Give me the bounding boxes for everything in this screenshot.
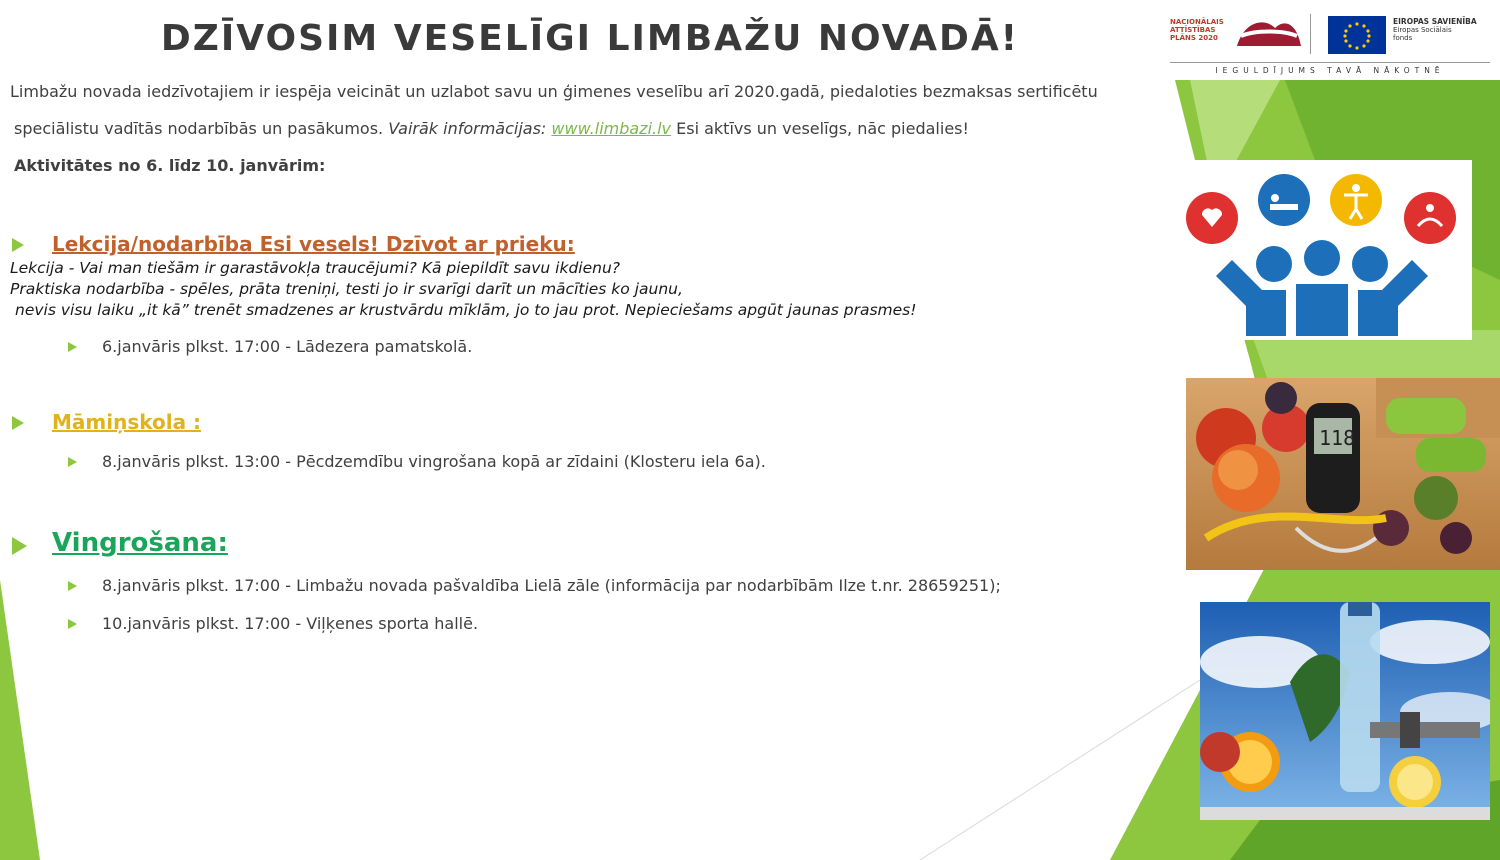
water-fruits-dumbbell-image (1200, 602, 1490, 820)
eu-logo-text (1393, 18, 1493, 42)
arrow-bullet-icon (12, 238, 24, 252)
section-heading-text: Vingrošana: (52, 528, 228, 558)
section-heading-text: Māmiņskola : (52, 410, 202, 434)
arrow-bullet-icon (68, 457, 77, 467)
section-heading-text: Lekcija/nodarbība Esi vesels! Dzīvot ar prieku: (52, 232, 575, 256)
lecture-description (10, 258, 916, 321)
activities-date-range: Aktivitātes no 6. līdz 10. janvārim: (14, 156, 326, 175)
arrow-bullet-icon (12, 537, 27, 555)
investment-slogan: IEGULDĪJUMS TAVĀ NĀKOTNĒ (1215, 66, 1445, 75)
health-icons-image (1172, 160, 1472, 340)
list-item-text: 8.janvāris plkst. 17:00 - Limbažu novada pašvaldība Lielā zāle (informācija par nodarbībām Ilze t.nr. 28659251); (102, 576, 1001, 595)
more-info-label: Vairāk informācijas: (388, 119, 547, 138)
call-to-action: Esi aktīvs un veselīgs, nāc piedalies! (676, 119, 969, 138)
eu-title: EIROPAS SAVIENĪBA (1393, 17, 1477, 26)
intro-line-2 (14, 119, 969, 138)
latvian-flag-icon (1235, 16, 1303, 52)
eu-flag-icon (1328, 16, 1386, 54)
description-line: Praktiska nodarbība - spēles, prāta treniņi, testi jo ir svarīgi darīt un mācīties ko jaunu, (10, 280, 683, 298)
page-title: DZĪVOSIM VESELĪGI LIMBAŽU NOVADĀ! (160, 18, 1020, 59)
funding-logos (1165, 10, 1495, 80)
list-item-text: 8.janvāris plkst. 13:00 - Pēcdzemdību vingrošana kopā ar zīdaini (Klosteru iela 6a). (102, 452, 766, 471)
arrow-bullet-icon (68, 581, 77, 591)
description-line: nevis visu laiku „it kā” trenēt smadzenes ar krustvārdu mīklām, jo to jau prot. Nepieciešams apgūt jaunas prasmes! (15, 301, 917, 319)
arrow-bullet-icon (12, 416, 24, 430)
website-link[interactable]: www.limbazi.lv (551, 119, 672, 138)
arrow-bullet-icon (68, 342, 77, 352)
fruits-glucose-meter-image (1186, 378, 1500, 570)
description-line: Lekcija - Vai man tiešām ir garastāvokļa traucējumi? Kā piepildīt savu ikdienu? (10, 259, 620, 277)
intro-line-1: Limbažu novada iedzīvotajiem ir iespēja veicināt un uzlabot savu un ģimenes veselību arī 2020.gadā, piedaloties bezmaksas sertificētu (10, 82, 1098, 101)
arrow-bullet-icon (68, 619, 77, 629)
list-item-text: 6.janvāris plkst. 17:00 - Lādezera pamatskolā. (102, 337, 473, 356)
list-item-text: 10.janvāris plkst. 17:00 - Viļķenes sporta hallē. (102, 614, 479, 633)
svg-text:118: 118 (1319, 426, 1356, 450)
nap-logo-text: NACIONĀLAIS ATTĪSTĪBAS PLĀNS 2020 (1170, 18, 1224, 42)
eu-fund: Eiropas Sociālais fonds (1393, 26, 1452, 42)
intro-line-2-text: speciālistu vadītās nodarbībās un pasākumos. (14, 119, 384, 138)
